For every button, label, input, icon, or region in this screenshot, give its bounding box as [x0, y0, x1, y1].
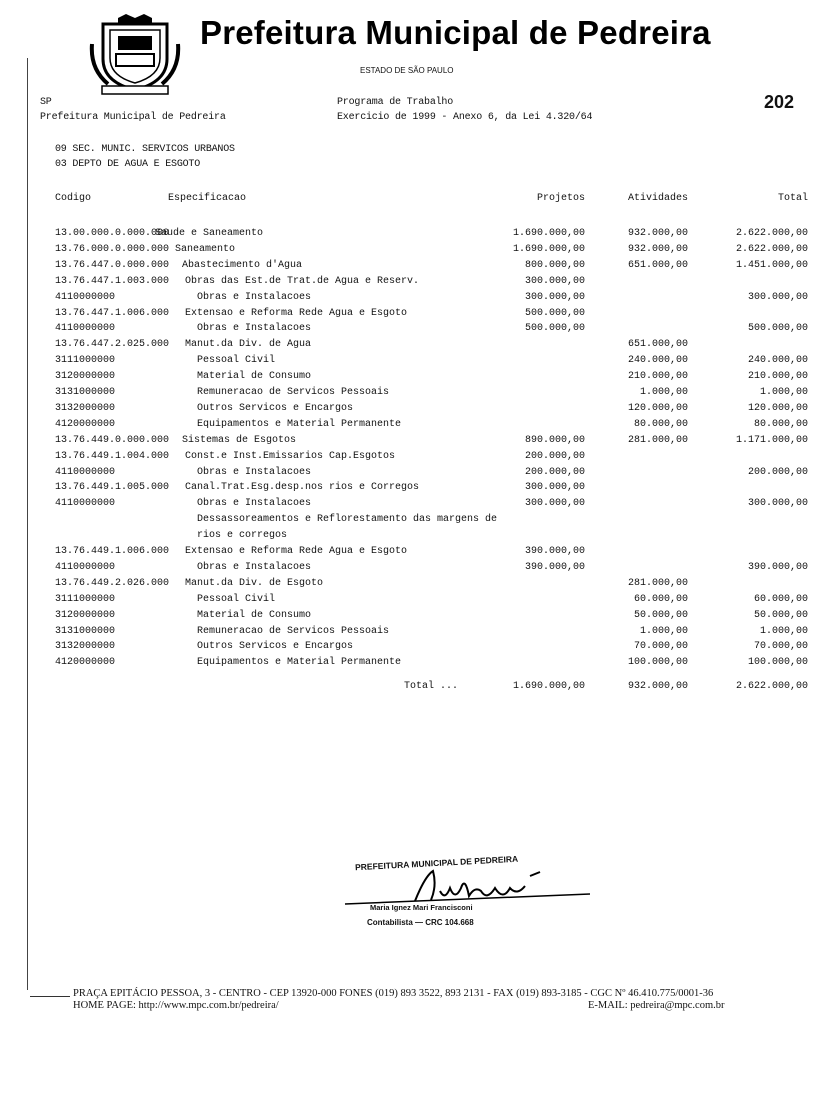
row-atividades: 60.000,00 [633, 593, 688, 605]
row-projetos: 390.000,00 [524, 546, 585, 557]
handwritten-signature [345, 866, 595, 906]
row-specification: Extensao e Reforma Rede Agua e Esgoto [185, 307, 408, 319]
row-atividades: 932.000,00 [627, 243, 688, 255]
row-total: 100.000,00 [747, 657, 808, 669]
header-atividades: Atividades [627, 193, 688, 204]
row-specification: Obras e Instalacoes [197, 323, 312, 335]
row-specification: Extensao e Reforma Rede Agua e Esgoto [185, 546, 408, 557]
row-projetos: 300.000,00 [524, 482, 585, 494]
row-atividades: 240.000,00 [627, 355, 688, 367]
row-code: 13.76.447.1.003.000 [55, 275, 170, 287]
signature-stamp: PREFEITURA MUNICIPAL DE PEDREIRA [354, 853, 519, 873]
row-code: 4110000000 [55, 323, 116, 335]
row-code: 13.76.449.0.000.000 [55, 434, 170, 446]
row-projetos: 300.000,00 [524, 291, 585, 303]
row-code: 3131000000 [55, 625, 116, 637]
row-code: 4110000000 [55, 466, 116, 478]
row-code: 13.76.447.2.025.000 [55, 339, 170, 351]
row-specification: Manut.da Div. de Esgoto [185, 577, 324, 589]
table-row [0, 403, 820, 419]
row-specification: Sistemas de Esgotos [182, 434, 297, 446]
row-projetos: 800.000,00 [524, 259, 585, 271]
row-total: 240.000,00 [747, 355, 808, 367]
row-total: 500.000,00 [747, 323, 808, 335]
row-atividades: 651.000,00 [627, 339, 688, 351]
row-specification: Manut.da Div. de Agua [185, 339, 312, 351]
table-row [0, 451, 820, 467]
row-total: 2.622.000,00 [735, 228, 808, 239]
page-number: 202 [764, 92, 795, 112]
totals-label: Total ... [404, 681, 459, 692]
row-specification: Outros Servicos e Encargos [197, 402, 354, 414]
totals-row [0, 681, 820, 697]
row-specification: Pessoal Civil [197, 593, 276, 605]
row-projetos: 1.690.000,00 [512, 228, 585, 239]
row-total: 300.000,00 [747, 498, 808, 510]
totals-projetos: 1.690.000,00 [512, 681, 585, 692]
header-code: Codigo [55, 193, 92, 204]
row-specification: Obras e Instalacoes [197, 561, 312, 573]
table-row [0, 514, 820, 530]
row-code: 3120000000 [55, 609, 116, 621]
signatory-name: Maria Ignez Mari Francisconi [370, 903, 473, 912]
row-projetos: 300.000,00 [524, 498, 585, 510]
program-title: Programa de Trabalho [337, 97, 454, 108]
entity-name: Prefeitura Municipal de Pedreira [40, 112, 226, 123]
row-atividades: 1.000,00 [639, 625, 688, 637]
row-specification: Abastecimento d'Agua [182, 259, 303, 271]
row-code: 4120000000 [55, 418, 116, 430]
footer-homepage: HOME PAGE: http://www.mpc.com.br/pedreira/ [73, 1000, 279, 1011]
table-row [0, 467, 820, 483]
table-row [0, 308, 820, 324]
row-specification: Equipamentos e Material Permanente [197, 418, 402, 430]
row-specification: Material de Consumo [197, 609, 312, 621]
table-row [0, 594, 820, 610]
footer-email: E-MAIL: pedreira@mpc.com.br [588, 1000, 725, 1011]
row-atividades: 651.000,00 [627, 259, 688, 271]
row-projetos: 300.000,00 [524, 275, 585, 287]
table-row [0, 419, 820, 435]
table-row [0, 498, 820, 514]
row-code: 3131000000 [55, 387, 116, 398]
row-specification: Remuneracao de Servicos Pessoais [197, 625, 390, 637]
table-row [0, 228, 820, 244]
letterhead-title: Prefeitura Municipal de Pedreira [200, 14, 711, 51]
table-row [0, 578, 820, 594]
row-specification: Obras e Instalacoes [197, 291, 312, 303]
state-abbr: SP [40, 97, 52, 108]
totals-total: 2.622.000,00 [735, 681, 808, 692]
row-specification: Dessassoreamentos e Reflorestamento das margens de [197, 514, 498, 526]
unit-secretariat: 09 SEC. MUNIC. SERVICOS URBANOS [55, 144, 235, 155]
table-row [0, 371, 820, 387]
footer-rule [30, 996, 70, 997]
row-specification: Saude e Saneamento [155, 228, 264, 239]
row-atividades: 281.000,00 [627, 434, 688, 446]
row-atividades: 80.000,00 [633, 418, 688, 430]
row-total: 1.451.000,00 [735, 259, 808, 271]
table-row [0, 244, 820, 260]
table-row [0, 530, 820, 546]
row-specification: Obras e Instalacoes [197, 466, 312, 478]
row-code: 13.76.449.1.004.000 [55, 450, 170, 462]
header-projetos: Projetos [536, 193, 585, 204]
row-code: 3120000000 [55, 371, 116, 383]
column-headers [0, 193, 820, 209]
row-total: 210.000,00 [747, 371, 808, 383]
row-projetos: 390.000,00 [524, 561, 585, 573]
row-atividades: 281.000,00 [627, 577, 688, 589]
row-code: 13.76.447.0.000.000 [55, 259, 170, 271]
table-row [0, 292, 820, 308]
row-total: 200.000,00 [747, 466, 808, 478]
table-row [0, 610, 820, 626]
row-code: 3132000000 [55, 641, 116, 653]
row-specification: Material de Consumo [197, 371, 312, 383]
row-specification: Saneamento [175, 243, 236, 255]
row-total: 60.000,00 [753, 593, 808, 605]
row-code: 13.76.000.0.000.000 [55, 243, 170, 255]
signatory-role: Contabilista — CRC 104.668 [367, 918, 474, 927]
row-atividades: 932.000,00 [627, 228, 688, 239]
row-atividades: 70.000,00 [633, 641, 688, 653]
row-projetos: 500.000,00 [524, 307, 585, 319]
row-atividades: 120.000,00 [627, 402, 688, 414]
row-code: 13.76.449.2.026.000 [55, 577, 170, 589]
table-row [0, 355, 820, 371]
table-row [0, 387, 820, 403]
row-code: 3111000000 [55, 355, 116, 367]
row-code: 13.76.449.1.005.000 [55, 482, 170, 494]
row-code: 13.76.449.1.006.000 [55, 546, 170, 557]
row-code: 3132000000 [55, 402, 116, 414]
row-specification: Const.e Inst.Emissarios Cap.Esgotos [185, 450, 396, 462]
row-total: 120.000,00 [747, 402, 808, 414]
municipal-coat-of-arms-logo [88, 14, 182, 96]
row-projetos: 890.000,00 [524, 434, 585, 446]
signature-block [345, 848, 595, 938]
row-total: 1.000,00 [759, 625, 808, 637]
table-row [0, 546, 820, 562]
row-specification: rios e corregos [197, 530, 288, 542]
row-projetos: 200.000,00 [524, 450, 585, 462]
row-total: 70.000,00 [753, 641, 808, 653]
row-specification: Equipamentos e Material Permanente [197, 657, 402, 669]
row-atividades: 100.000,00 [627, 657, 688, 669]
letterhead-state: ESTADO DE SÃO PAULO [360, 66, 454, 75]
row-specification: Pessoal Civil [197, 355, 276, 367]
row-atividades: 210.000,00 [627, 371, 688, 383]
table-row [0, 657, 820, 673]
table-row [0, 626, 820, 642]
row-specification: Outros Servicos e Encargos [197, 641, 354, 653]
row-total: 390.000,00 [747, 561, 808, 573]
row-code: 4120000000 [55, 657, 116, 669]
row-total: 50.000,00 [753, 609, 808, 621]
table-row [0, 260, 820, 276]
row-specification: Remuneracao de Servicos Pessoais [197, 387, 390, 398]
row-atividades: 1.000,00 [639, 387, 688, 398]
row-total: 1.171.000,00 [735, 434, 808, 446]
table-row [0, 641, 820, 657]
table-row [0, 482, 820, 498]
table-row [0, 562, 820, 578]
row-total: 80.000,00 [753, 418, 808, 430]
row-code: 4110000000 [55, 498, 116, 510]
row-specification: Obras e Instalacoes [197, 498, 312, 510]
row-code: 3111000000 [55, 593, 116, 605]
footer-address: PRAÇA EPITÁCIO PESSOA, 3 - CENTRO - CEP 13920-000 FONES (019) 893 3522, 893 2131 - FAX (019) 893-3185 - CGC Nº 46.410.775/0001-36 [73, 988, 714, 999]
row-total: 300.000,00 [747, 291, 808, 303]
header-spec: Especificacao [168, 193, 247, 204]
table-row [0, 435, 820, 451]
header-total: Total [777, 193, 808, 204]
table-row [0, 339, 820, 355]
row-total: 1.000,00 [759, 387, 808, 398]
row-code: 13.00.000.0.000.000 [55, 228, 170, 239]
table-row [0, 323, 820, 339]
row-projetos: 200.000,00 [524, 466, 585, 478]
totals-atividades: 932.000,00 [627, 681, 688, 692]
row-atividades: 50.000,00 [633, 609, 688, 621]
row-total: 2.622.000,00 [735, 243, 808, 255]
row-code: 4110000000 [55, 291, 116, 303]
unit-department: 03 DEPTO DE AGUA E ESGOTO [55, 159, 201, 170]
row-code: 13.76.447.1.006.000 [55, 307, 170, 319]
row-projetos: 500.000,00 [524, 323, 585, 335]
row-projetos: 1.690.000,00 [512, 243, 585, 255]
exercise-text: Exercicio de 1999 - Anexo 6, da Lei 4.320/64 [337, 112, 593, 123]
row-specification: Canal.Trat.Esg.desp.nos rios e Corregos [185, 482, 420, 494]
row-code: 4110000000 [55, 561, 116, 573]
table-row [0, 276, 820, 292]
row-specification: Obras das Est.de Trat.de Agua e Reserv. [185, 275, 420, 287]
